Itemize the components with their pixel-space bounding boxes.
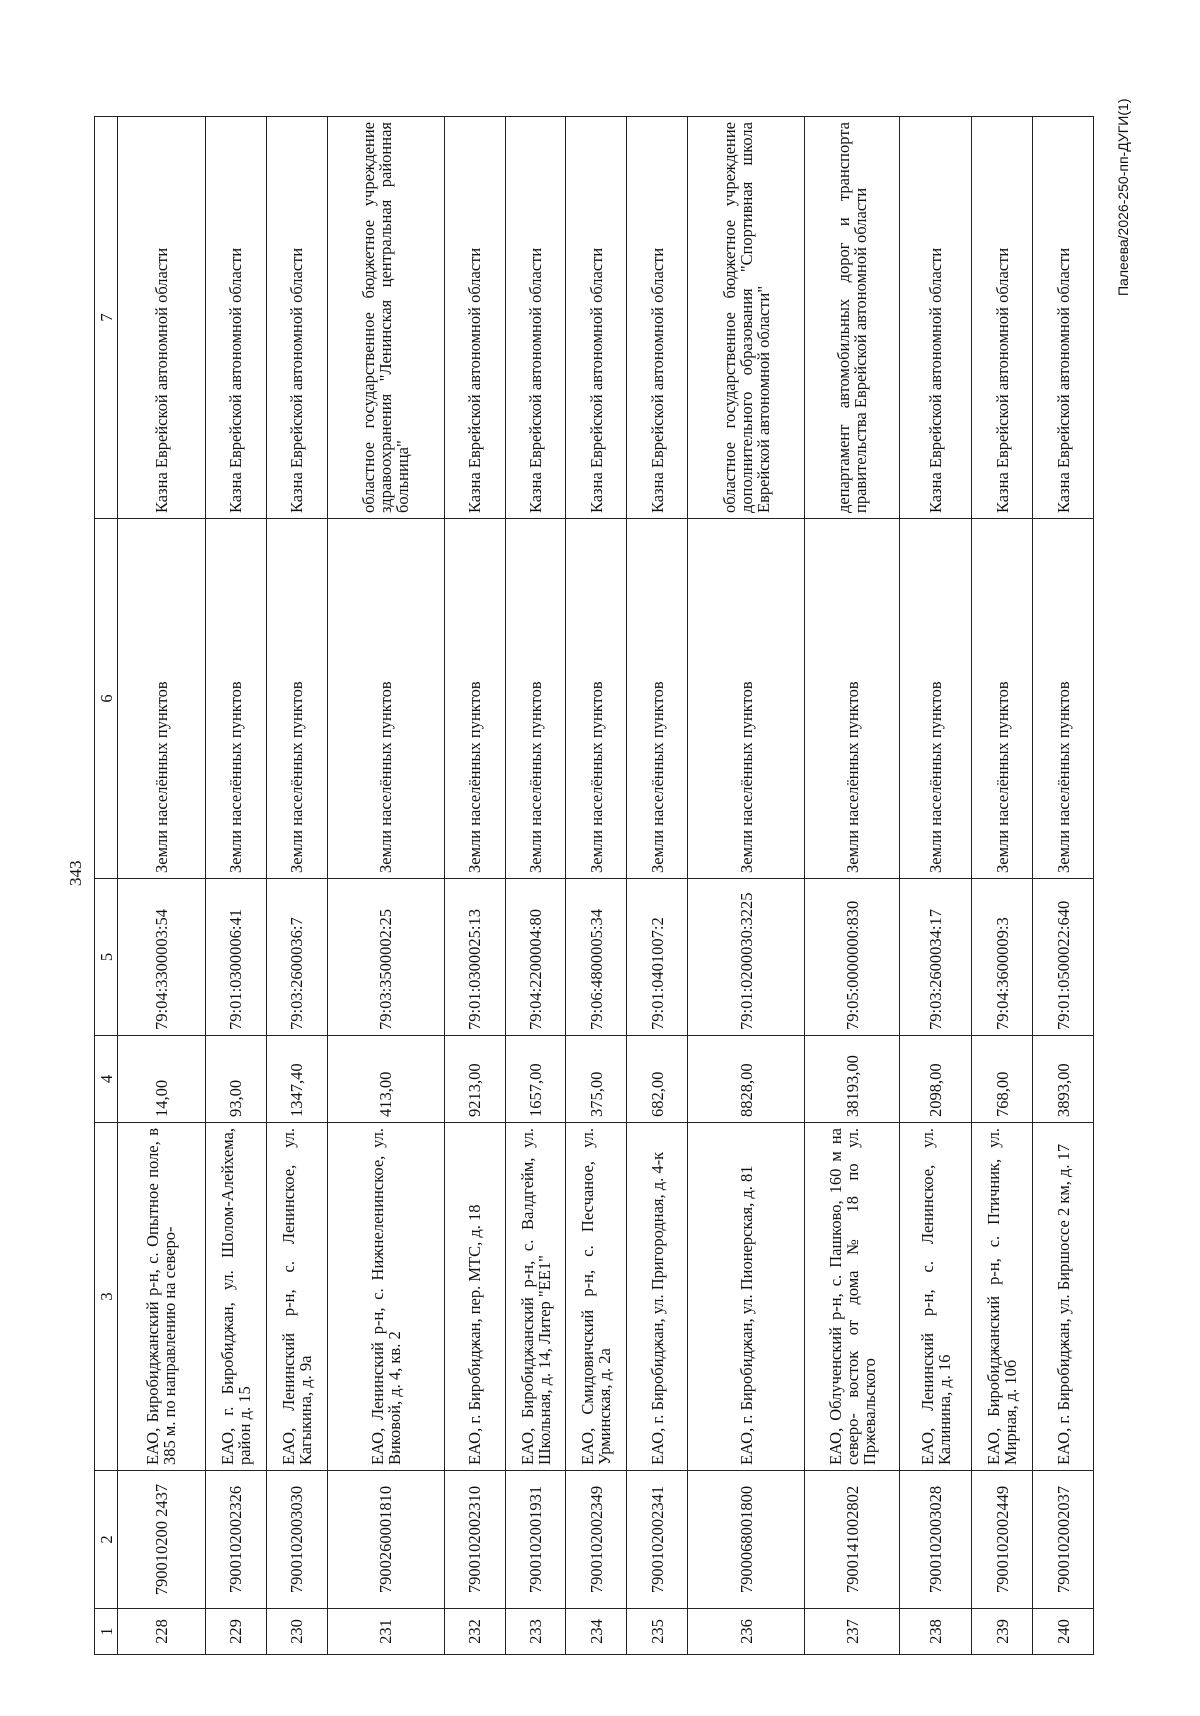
land-category: Земли населённых пунктов (972, 519, 1033, 879)
land-category: Земли населённых пунктов (900, 519, 972, 879)
row-number: 238 (900, 1609, 972, 1655)
registry-code: 7900102003028 (900, 1471, 972, 1609)
row-number: 232 (444, 1609, 505, 1655)
cadastral-number: 79:01:0401007:2 (627, 879, 688, 1036)
rights-holder: Казна Еврейской автономной области (900, 117, 972, 519)
rights-holder: Казна Еврейской автономной области (1033, 117, 1094, 519)
table-row (900, 117, 972, 1655)
cadastral-number: 79:05:0000000:830 (805, 879, 900, 1036)
table-row (118, 117, 206, 1655)
area: 3893,00 (1033, 1036, 1094, 1123)
table-row (327, 117, 444, 1655)
table-row (505, 117, 566, 1655)
registry-code: 7900260001810 (327, 1471, 444, 1609)
rights-holder: Казна Еврейской автономной области (444, 117, 505, 519)
area: 1657,00 (505, 1036, 566, 1123)
address: ЕАО, Биробиджанский р-н, с. Валдгейм, ул. Школьная, д. 14, Литер "ЕЕ1" (505, 1123, 566, 1471)
area: 375,00 (566, 1036, 627, 1123)
area: 413,00 (327, 1036, 444, 1123)
header-row (95, 117, 118, 1655)
rights-holder: областное государственное бюджетное учреждение здравоохранения "Ленинская центральная районная больница" (327, 117, 444, 519)
row-number: 240 (1033, 1609, 1094, 1655)
table-row (972, 117, 1033, 1655)
address: ЕАО, Ленинский р-н, с. Ленинское, ул. Калинина, д. 16 (900, 1123, 972, 1471)
row-number: 239 (972, 1609, 1033, 1655)
cadastral-number: 79:03:2600034:17 (900, 879, 972, 1036)
cadastral-number: 79:04:2200004:80 (505, 879, 566, 1036)
address: ЕАО, Ленинский р-н, с. Нижнеленинское, ул. Виковой, д. 4, кв. 2 (327, 1123, 444, 1471)
table-row (205, 117, 266, 1655)
rights-holder: Казна Еврейской автономной области (566, 117, 627, 519)
land-category: Земли населённых пунктов (688, 519, 805, 879)
col-header-5: 5 (95, 879, 118, 1036)
rights-holder: Казна Еврейской автономной области (118, 117, 206, 519)
cadastral-number: 79:04:3300003:54 (118, 879, 206, 1036)
rights-holder: Казна Еврейской автономной области (266, 117, 327, 519)
row-number: 235 (627, 1609, 688, 1655)
registry-code: 7900102003030 (266, 1471, 327, 1609)
rights-holder: Казна Еврейской автономной области (972, 117, 1033, 519)
area: 768,00 (972, 1036, 1033, 1123)
land-category: Земли населённых пунктов (205, 519, 266, 879)
address: ЕАО, Биробиджанский р-н, с. Птичник, ул. Мирная, д. 10б (972, 1123, 1033, 1471)
cadastral-number: 79:06:4800005:34 (566, 879, 627, 1036)
land-category: Земли населённых пунктов (566, 519, 627, 879)
table-row (1033, 117, 1094, 1655)
area: 14,00 (118, 1036, 206, 1123)
rights-holder: департамент автомобильных дорог и транспорта правительства Еврейской автономной области (805, 117, 900, 519)
table-row (266, 117, 327, 1655)
col-header-2: 2 (95, 1471, 118, 1609)
rights-holder: Казна Еврейской автономной области (505, 117, 566, 519)
rights-holder: областное государственное бюджетное учреждение дополнительного образования "Спортивная школа Еврейской автономной области" (688, 117, 805, 519)
page-number: 343 (66, 860, 85, 886)
row-number: 228 (118, 1609, 206, 1655)
land-category: Земли населённых пунктов (444, 519, 505, 879)
property-table (94, 116, 1094, 1655)
address: ЕАО, г. Биробиджан, пер. МТС, д. 18 (444, 1123, 505, 1471)
cadastral-number: 79:01:0200030:3225 (688, 879, 805, 1036)
area: 682,00 (627, 1036, 688, 1123)
table-row (805, 117, 900, 1655)
address: ЕАО, г. Биробиджан, ул. Пригородная, д. 4-к (627, 1123, 688, 1471)
cadastral-number: 79:04:3600009:3 (972, 879, 1033, 1036)
cadastral-number: 79:01:0300025:13 (444, 879, 505, 1036)
address: ЕАО, Ленинский р-н, с. Ленинское, ул. Кагыкина, д. 9а (266, 1123, 327, 1471)
rights-holder: Казна Еврейской автономной области (205, 117, 266, 519)
col-header-4: 4 (95, 1036, 118, 1123)
registry-code: 7900102002037 (1033, 1471, 1094, 1609)
cadastral-number: 79:01:0300006:41 (205, 879, 266, 1036)
area: 38193,00 (805, 1036, 900, 1123)
row-number: 233 (505, 1609, 566, 1655)
address: ЕАО, Облученский р-н, с. Пашково, 160 м на северо- восток от дома № 18 по ул. Пржевальского (805, 1123, 900, 1471)
row-number: 237 (805, 1609, 900, 1655)
land-category: Земли населённых пунктов (327, 519, 444, 879)
document-reference: Палеева/2026-250-пп-ДУГИ(1) (1115, 98, 1131, 296)
registry-code: 7900102002326 (205, 1471, 266, 1609)
col-header-1: 1 (95, 1609, 118, 1655)
registry-code: 7900102001931 (505, 1471, 566, 1609)
address: ЕАО, г. Биробиджан, ул. Шолом-Алейхема, район д. 15 (205, 1123, 266, 1471)
row-number: 230 (266, 1609, 327, 1655)
address: ЕАО, Смидовичский р-н, с. Песчаное, ул. Урминская, д. 2а (566, 1123, 627, 1471)
address: ЕАО, г. Биробиджан, ул. Пионерская, д. 81 (688, 1123, 805, 1471)
area: 1347,40 (266, 1036, 327, 1123)
table-row (444, 117, 505, 1655)
registry-code: 790010200 2437 (118, 1471, 206, 1609)
table-row (688, 117, 805, 1655)
area: 2098,00 (900, 1036, 972, 1123)
cadastral-number: 79:03:2600036:7 (266, 879, 327, 1036)
address: ЕАО, Биробиджанский р-н, с. Опытное поле, в 385 м. по направлению на северо- (118, 1123, 206, 1471)
area: 9213,00 (444, 1036, 505, 1123)
registry-code: 7900068001800 (688, 1471, 805, 1609)
land-category: Земли населённых пунктов (505, 519, 566, 879)
registry-code: 7900141002802 (805, 1471, 900, 1609)
cadastral-number: 79:01:0500022:640 (1033, 879, 1094, 1036)
land-category: Земли населённых пунктов (805, 519, 900, 879)
col-header-7: 7 (95, 117, 118, 519)
row-number: 234 (566, 1609, 627, 1655)
table-row (627, 117, 688, 1655)
row-number: 236 (688, 1609, 805, 1655)
col-header-3: 3 (95, 1123, 118, 1471)
address: ЕАО, г. Биробиджан, ул. Биршоссе 2 км, д. 17 (1033, 1123, 1094, 1471)
registry-code: 7900102002310 (444, 1471, 505, 1609)
land-category: Земли населённых пунктов (266, 519, 327, 879)
registry-code: 7900102002341 (627, 1471, 688, 1609)
registry-code: 7900102002449 (972, 1471, 1033, 1609)
rights-holder: Казна Еврейской автономной области (627, 117, 688, 519)
land-category: Земли населённых пунктов (118, 519, 206, 879)
land-category: Земли населённых пунктов (627, 519, 688, 879)
col-header-6: 6 (95, 519, 118, 879)
cadastral-number: 79:03:3500002:25 (327, 879, 444, 1036)
row-number: 229 (205, 1609, 266, 1655)
area: 8828,00 (688, 1036, 805, 1123)
land-category: Земли населённых пунктов (1033, 519, 1094, 879)
registry-code: 7900102002349 (566, 1471, 627, 1609)
area: 93,00 (205, 1036, 266, 1123)
table-row (566, 117, 627, 1655)
row-number: 231 (327, 1609, 444, 1655)
